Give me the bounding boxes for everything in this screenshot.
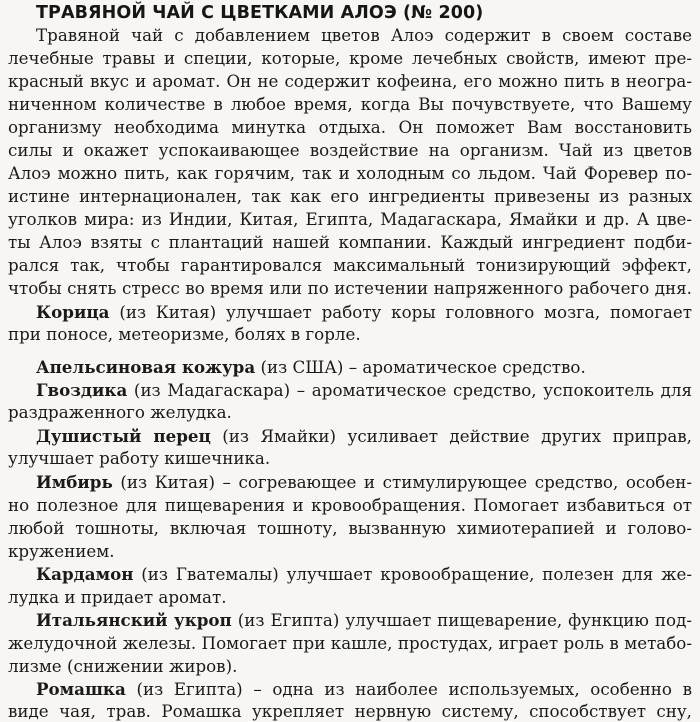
intro-line: рался так, чтобы гарантировался максимальный тонизирующий эффект,: [8, 255, 692, 275]
ingredient-text-line: лизме (снижении жиров).: [8, 656, 238, 676]
ingredient-name: Душистый перец: [36, 426, 211, 446]
ingredient-text-line: желудочной железы. Помогает при кашле, простудах, играет роль в метабо-: [8, 633, 692, 653]
intro-line: уголков мира: из Индии, Китая, Египта, Мадагаскара, Ямайки и др. А цве-: [8, 209, 692, 229]
intro-line: лечебные травы и специи, которые, кроме лечебных свойств, имеют пре-: [8, 48, 692, 68]
ingredient-name: Имбирь: [36, 472, 113, 492]
ingredient-text: (из Китая) улучшает работу коры головного мозга, помогает: [109, 302, 692, 322]
intro-line: ниченном количестве в любое время, когда Вы почувствуете, что Вашему: [8, 94, 692, 114]
ingredient-entry: [36, 471, 692, 493]
ingredient-entry: [36, 301, 692, 323]
ingredient-entry: [36, 609, 692, 631]
ingredient-text: (из Египта) улучшает пищеварение, функцию под-: [231, 610, 692, 630]
intro-line: организму необходима минутка отдыха. Он поможет Вам восстановить: [8, 117, 692, 137]
ingredient-name: Корица: [36, 302, 110, 322]
ingredient-entry: [36, 356, 692, 378]
ingredient-text: (из Китая) – согревающее и стимулирующее средство, особен-: [112, 472, 692, 492]
intro-line: Алоэ можно пить, как горячим, так и холодным со льдом. Чай Форевер по-: [8, 163, 692, 183]
ingredient-text: (из Египта) – одна из наиболее используемых, особенно в: [125, 679, 692, 699]
ingredient-text: (из Мадагаскара) – ароматическое средство, успокоитель для: [127, 380, 692, 400]
ingredient-name: Кардамон: [36, 564, 134, 584]
ingredient-name: Итальянский укроп: [36, 610, 232, 630]
ingredient-text: (из США) – ароматическое средство.: [255, 357, 586, 377]
ingredient-name: Ромашка: [36, 679, 126, 699]
intro-line: истине интернационален, так как его ингредиенты привезены из разных: [8, 186, 692, 206]
intro-line: Травяной чай с добавлением цветов Алоэ содержит в своем составе: [36, 25, 692, 45]
ingredient-text-line: кружением.: [8, 541, 115, 561]
ingredient-name: Гвоздика: [36, 380, 128, 400]
ingredient-entry: [36, 563, 692, 585]
ingredient-text: (из Ямайки) усиливает действие других приправ,: [210, 426, 692, 446]
ingredient-text: (из Гватемалы) улучшает кровообращение, полезен для же-: [133, 564, 692, 584]
ingredient-entry: [36, 379, 692, 401]
ingredient-text-line: но полезное для пищеварения и кровообращения. Помогает избавиться от: [8, 495, 692, 515]
ingredient-text-line: лудка и придает аромат.: [8, 587, 227, 607]
ingredient-text-line: улучшает работу кишечника.: [8, 448, 271, 468]
intro-line: красный вкус и аромат. Он не содержит кофеина, его можно пить в неогра-: [8, 71, 692, 91]
ingredient-entry: [36, 425, 692, 447]
ingredient-text-line: раздраженного желудка.: [8, 402, 232, 422]
intro-line: чтобы снять стресс во время или по истечении напряженного рабочего дня.: [8, 278, 692, 298]
ingredient-entry: [36, 678, 692, 700]
ingredient-text-line: при поносе, метеоризме, болях в горле.: [8, 324, 361, 344]
ingredient-text-line: любой тошноты, включая тошноту, вызванную химиотерапией и голово-: [8, 518, 692, 538]
intro-line: силы и окажет успокаивающее воздействие на организм. Чай из цветов: [8, 140, 692, 160]
intro-line: ты Алоэ взяты с плантаций нашей компании. Каждый ингредиент подби-: [8, 232, 692, 252]
article-title: ТРАВЯНОЙ ЧАЙ С ЦВЕТКАМИ АЛОЭ (№ 200): [36, 3, 484, 23]
ingredient-text-line: виде чая, трав. Ромашка укрепляет нервную систему, способствует сну,: [8, 701, 692, 721]
ingredient-name: Апельсиновая кожура: [36, 357, 256, 377]
